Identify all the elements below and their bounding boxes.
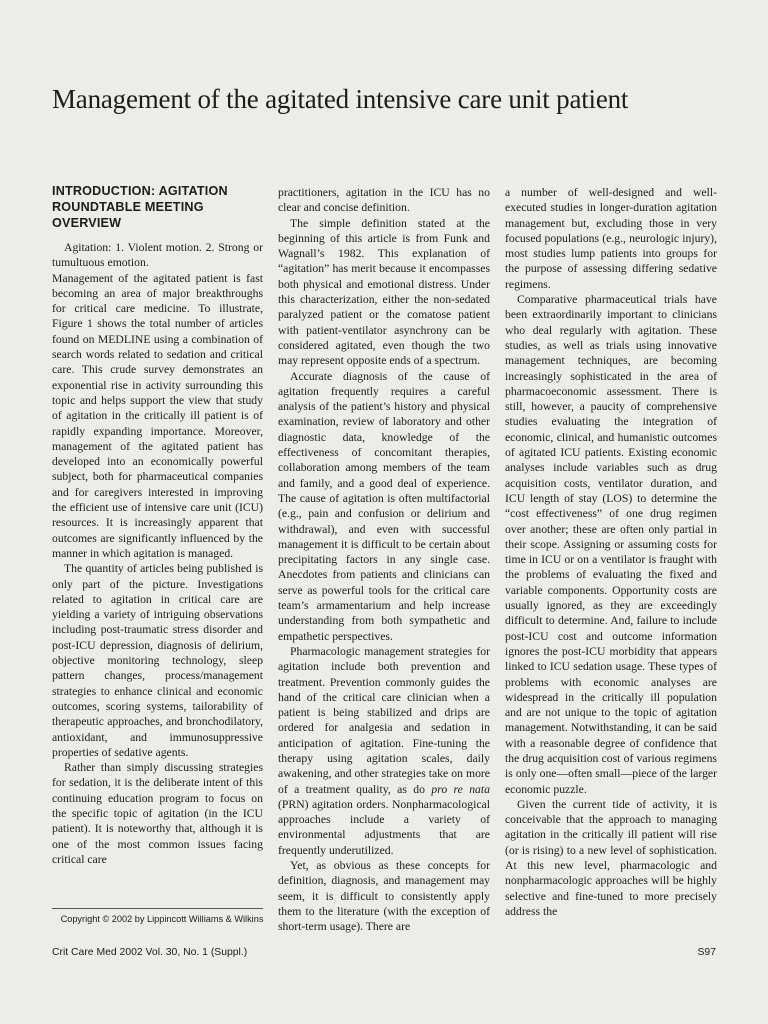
text-column-3	[505, 185, 717, 919]
body-paragraph: Rather than simply discussing strategies for sedation, it is the deliberate intent of this continuing education program to focus on the specific topic of agitation (in the ICU patient). It is noteworthy that, although it is one of the most common issues facing critical care	[52, 761, 263, 866]
body-text: Pharmacologic management strategies for agitation include both prevention and treatment. Prevention commonly guides the hand of the critical care clinician when a patient is being stabilized and drips are ordered for analgesia and sedation in anticipation of agitation. Fine-tuning the therapy using agitation scales, daily awakening, and other strategies take on more of a treatment quality, as do	[278, 644, 490, 796]
body-paragraph: practitioners, agitation in the ICU has no clear and concise definition.	[278, 186, 490, 215]
body-paragraph: The quantity of articles being published is only part of the picture. Investigations related to agitation in critical care are yielding a variety of intriguing observations including post-traumatic stress disorder and post-ICU depression, diagnosis of delirium, objective monitoring technology, sleep pattern changes, process/management strategies to enhance clinical and economic outcomes, scoring systems, tailorability of therapeutic approaches, and bronchodilatory, antioxidant, and immunosuppressive properties of sedative agents.	[52, 562, 263, 759]
article-title: Management of the agitated intensive care unit patient	[52, 84, 629, 114]
body-paragraph: Accurate diagnosis of the cause of agitation frequently requires a careful analysis of the patient’s history and physical examination, review of laboratory and other diagnostic data, knowledge of the effectiveness of concomitant therapies, collaboration among members of the team and family, and a good deal of experience. The cause of agitation is often multifactorial (e.g., pain and confusion or delirium and withdrawal), and even with successful management it is difficult to be certain about precipitating factors in any single case. Anecdotes from patients and clinicians can serve as powerful tools for the critical care team’s armamentarium and help increase understanding from both sympathetic and empathetic perspectives.	[278, 369, 490, 643]
body-paragraph: Comparative pharmaceutical trials have been extraordinarily important to clinicians who deal regularly with agitation. These studies, as well as trials using innovative management techniques, are becoming increasingly sophisticated in the area of pharmacoeconomic assessment. There is still, however, a paucity of comprehensive studies evaluating the integration of economic, clinical, and humanistic outcomes of agitated ICU patients. Existing economic analyses include variables such as drug acquisition costs, ventilator duration, and ICU length of stay (LOS) to determine the “cost effectiveness” of one drug regimen over another; these are often only partial in their scope. Assigning or assuming costs for time in ICU or on a ventilator is fraught with the problems of evaluating the fixed and variable components. Opportunity costs are usually ignored, as they are exceedingly difficult to determine. And, failure to include post-ICU cost and outcome information ignores the post-ICU morbidity that appears linked to ICU sedation usage. These types of problems with economic analyses are widespread in the critically ill population and are not unique to the topic of agitation management. Notwithstanding, it can be said with a reasonable degree of confidence that the drug acquisition cost of various regimens is only one—often small—piece of the larger economic puzzle.	[505, 293, 717, 796]
journal-citation: Crit Care Med 2002 Vol. 30, No. 1 (Suppl.)	[52, 947, 248, 958]
body-paragraph: Yet, as obvious as these concepts for definition, diagnosis, and management may seem, it is difficult to consistently apply them to the literature (with the exception of short-term usage). There are	[278, 859, 490, 934]
body-paragraph: Given the current tide of activity, it is conceivable that the approach to managing agitation in the critically ill patient will rise (or is rising) to a new level of sophistication. At this new level, pharmacologic and nonpharmacologic approaches will be highly selective and fine-tuned to more precisely address the	[505, 797, 717, 918]
footnote-divider	[52, 908, 263, 909]
definition-term: Agitation:	[64, 241, 112, 254]
body-paragraph	[278, 644, 490, 858]
body-text: (PRN) agitation orders. Nonpharmacological approaches include a variety of environmental adjustments that are frequently underutilized.	[278, 797, 490, 857]
text-column-2	[278, 185, 490, 935]
body-paragraph: The simple definition stated at the beginning of this article is from Funk and Wagnall’s 1982. This explanation of “agitation” has merit because it encompasses both physical and emotional distress. Under this characterization, either the non-sedated paralyzed patient or the comatose patient with patient-ventilator asynchrony can be considered agitated, even though the two may represent opposite ends of a spectrum.	[278, 216, 490, 368]
copyright-notice: Copyright © 2002 by Lippincott Williams & Wilkins	[60, 914, 264, 924]
text-column-1	[52, 183, 263, 867]
definition-paragraph	[52, 240, 263, 271]
section-heading: INTRODUCTION: AGITATION ROUNDTABLE MEETING OVERVIEW	[52, 184, 228, 230]
body-paragraph: Management of the agitated patient is fast becoming an area of major breakthroughs for critical care medicine. To illustrate, Figure 1 shows the total number of articles found on MEDLINE using a combination of search words related to sedation and critical care. This crude survey demonstrates an exponential rise in activity surrounding this topic and helps support the view that study of agitation in the critically ill patient is of rapidly expanding importance. Moreover, management of the agitated patient has developed into an economically powerful subject, both for pharmaceutical companies and for caregivers interested in improving the efficient use of intensive care unit (ICU) resources. It is increasingly apparent that outcomes are significantly influenced by the manner in which agitation is managed.	[52, 271, 263, 560]
definition-text: 1. Violent motion. 2. Strong or tumultuous emotion.	[52, 241, 263, 270]
page-number: S97	[697, 947, 716, 958]
italic-term: pro re nata	[431, 782, 490, 796]
body-paragraph: a number of well-designed and well-executed studies in longer-duration agitation management but, excluding those in very focused populations (e.g., neurologic injury), most studies lump patients into groups for the purpose of assessing differing sedative regimens.	[505, 186, 717, 291]
